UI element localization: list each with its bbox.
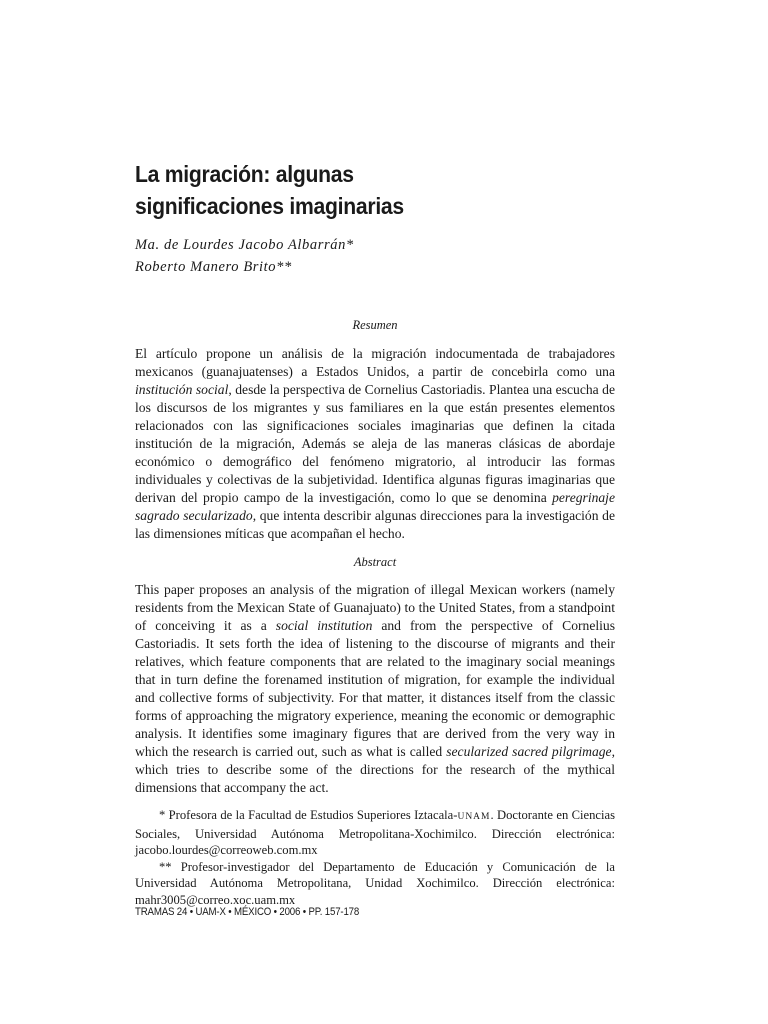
title-line-2: significaciones imaginarias: [135, 193, 404, 219]
journal-citation-footer: TRAMAS 24 • UAM-X • MÉXICO • 2006 • PP. 157-178: [135, 906, 360, 918]
abstract-text: [135, 581, 615, 797]
article-title: [135, 158, 632, 222]
abstract-italic-2: secularized sacred pilgrimage: [446, 744, 612, 759]
footnote-1: [135, 807, 615, 859]
resumen-heading: Resumen: [352, 318, 398, 332]
footnote-1-part-1: * Profesora de la Facultad de Estudios Superiores Iztacala-: [159, 808, 458, 822]
footnote-1-unam: UNAM: [457, 812, 491, 822]
abstract-heading: Abstract: [353, 555, 397, 569]
resumen-italic-1: institución social: [135, 382, 229, 397]
abstract-text-part-3: , which tries to describe some of the directions for the research of the mythical dimensions that accompany the act.: [135, 744, 616, 795]
footnote-2: ** Profesor-investigador del Departamento de Educación y Comunicación de la Universidad Autónoma Metropolitana, Unidad Xochimilco. Dirección electrónica: mahr3005@correo.xoc.uam.mx: [135, 859, 615, 907]
title-line-1: La migración: algunas: [135, 161, 354, 187]
article-page: [135, 158, 615, 908]
footnotes: [135, 807, 615, 908]
footnote-1-part-2: . Doctorante en Ciencias Sociales, Universidad Autónoma Metropolitana-Xochimilco. Dirección electrónica: jacobo.lourdes@correoweb.com.mx: [135, 808, 615, 857]
resumen-text-part-1: El artículo propone un análisis de la migración indocumentada de trabajadores mexicanos (guanajuatenses) a Estados Unidos, a partir de concebirla como una: [135, 346, 615, 379]
abstract-text-part-2: and from the perspective of Cornelius Castoriadis. It sets forth the idea of listening to the discourse of migrants and their relatives, which feature components that are related to the imaginary social meanings that in turn define the forenamed institution of migration, for example the individual and collective forms of subjectivity. For that matter, it distances itself from the classic forms of approaching the migratory experience, meaning the economic or demographic analysis. It identifies some imaginary figures that are derived from the very way in which the research is carried out, such as what is called: [135, 618, 615, 759]
abstract-text-part-1: This paper proposes an analysis of the migration of illegal Mexican workers (namely residents from the Mexican State of Guanajuato) to the United States, from a standpoint of conceiving it as a: [135, 582, 615, 633]
resumen-text: [135, 345, 615, 543]
author-list: [135, 234, 615, 278]
resumen-text-part-3: , que intenta describir algunas direcciones para la investigación de las dimensiones míticas que acompañan el hecho.: [135, 508, 615, 541]
abstract-italic-1: social institution: [275, 618, 373, 633]
resumen-text-part-2: , desde la perspectiva de Cornelius Castoriadis. Plantea una escucha de los discursos de los migrantes y sus familiares en la que están presentes elementos relacionados con las significaciones sociales imaginarias que definen la citada institución de la migración, Además se aleja de las maneras clásicas de abordaje económico o demográfico del fenómeno migratorio, al introducir las formas individuales y colectivas de la subjetividad. Identifica algunas figuras imaginarias que derivan del propio campo de la investigación, como lo que se denomina: [135, 382, 615, 505]
resumen-italic-2: peregrinaje sagrado secularizado: [135, 490, 615, 523]
author-2: Roberto Manero Brito**: [135, 259, 292, 275]
author-1: Ma. de Lourdes Jacobo Albarrán*: [135, 237, 354, 253]
